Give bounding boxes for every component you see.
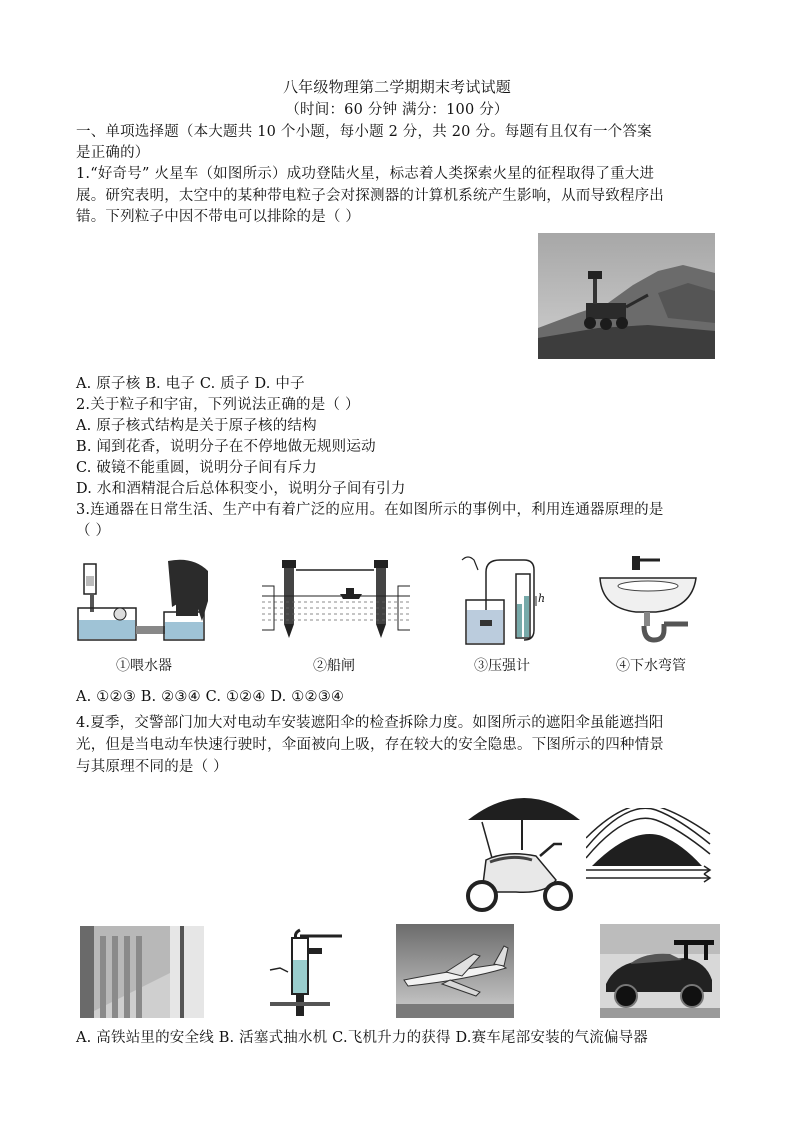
section-heading-line2: 是正确的） xyxy=(76,145,150,161)
q2-option-c: C. 破镜不能重圆，说明分子间有斥力 xyxy=(76,460,317,476)
piston-pump-figure xyxy=(262,926,350,1018)
exam-title: 八年级物理第二学期期末考试试题 xyxy=(282,78,511,96)
q2-option-d: D. 水和酒精混合后总体积变小，说明分子间有引力 xyxy=(76,481,406,497)
q2-stem: 2.关于粒子和宇宙，下列说法正确的是（ ） xyxy=(76,397,360,413)
mars-rover-photo xyxy=(538,233,715,359)
q3-stem-line1: 3.连通器在日常生活、生产中有着广泛的应用。在如图所示的事例中，利用连通器原理的是 xyxy=(76,502,664,518)
caption-pressure-gauge: ③压强计 xyxy=(474,658,530,674)
q4-stem-line3: 与其原理不同的是（ ） xyxy=(76,759,228,775)
race-car-photo xyxy=(600,924,720,1018)
exam-subtitle: （时间：60 分钟 满分：100 分） xyxy=(285,102,509,118)
q1-stem-line2: 展。研究表明，太空中的某种带电粒子会对探测器的计算机系统产生影响，从而导致程序出 xyxy=(76,188,664,204)
pressure-gauge-figure xyxy=(452,552,552,650)
caption-ship-lock: ②船闸 xyxy=(313,658,355,674)
q4-stem-line1: 4.夏季，交警部门加大对电动车安装遮阳伞的检查拆除力度。如图所示的遮阳伞虽能遮挡阳 xyxy=(76,715,664,731)
pressure-height-label: h xyxy=(538,592,546,605)
caption-water-feeder: ①喂水器 xyxy=(116,658,172,674)
q4-options: A. 高铁站里的安全线 B. 活塞式抽水机 C.飞机升力的获得 D.赛车尾部安装的气流偏导器 xyxy=(76,1030,648,1046)
section-heading-line1: 一、单项选择题（本大题共 10 个小题，每小题 2 分，共 20 分。每题有且仅有一个答案 xyxy=(76,124,652,140)
q2-option-b: B. 闻到花香，说明分子在不停地做无规则运动 xyxy=(76,439,376,455)
q2-option-a: A. 原子核式结构是关于原子核的结构 xyxy=(76,418,317,434)
water-feeder-figure xyxy=(76,556,216,650)
q1-stem-line1: 1.“好奇号” 火星车（如图所示）成功登陆火星，标志着人类探索火星的征程取得了重大进 xyxy=(76,166,655,182)
q3-stem-line2: （ ） xyxy=(76,523,111,539)
q3-options: A. ①②③ B. ②③④ C. ①②④ D. ①②③④ xyxy=(76,689,345,705)
ship-lock-figure xyxy=(262,556,410,650)
airplane-photo xyxy=(396,924,514,1018)
scooter-umbrella-figure xyxy=(462,780,584,916)
platform-safety-line-photo xyxy=(80,926,204,1018)
drain-trap-figure xyxy=(596,552,700,650)
q1-options: A. 原子核 B. 电子 C. 质子 D. 中子 xyxy=(76,376,305,392)
q4-stem-line2: 光，但是当电动车快速行驶时，伞面被向上吸，存在较大的安全隐患。下图所示的四种情景 xyxy=(76,737,664,753)
caption-drain-trap: ④下水弯管 xyxy=(616,658,686,674)
airflow-diagram xyxy=(586,808,714,886)
q1-stem-line3: 错。下列粒子中因不带电可以排除的是（ ） xyxy=(76,209,361,225)
